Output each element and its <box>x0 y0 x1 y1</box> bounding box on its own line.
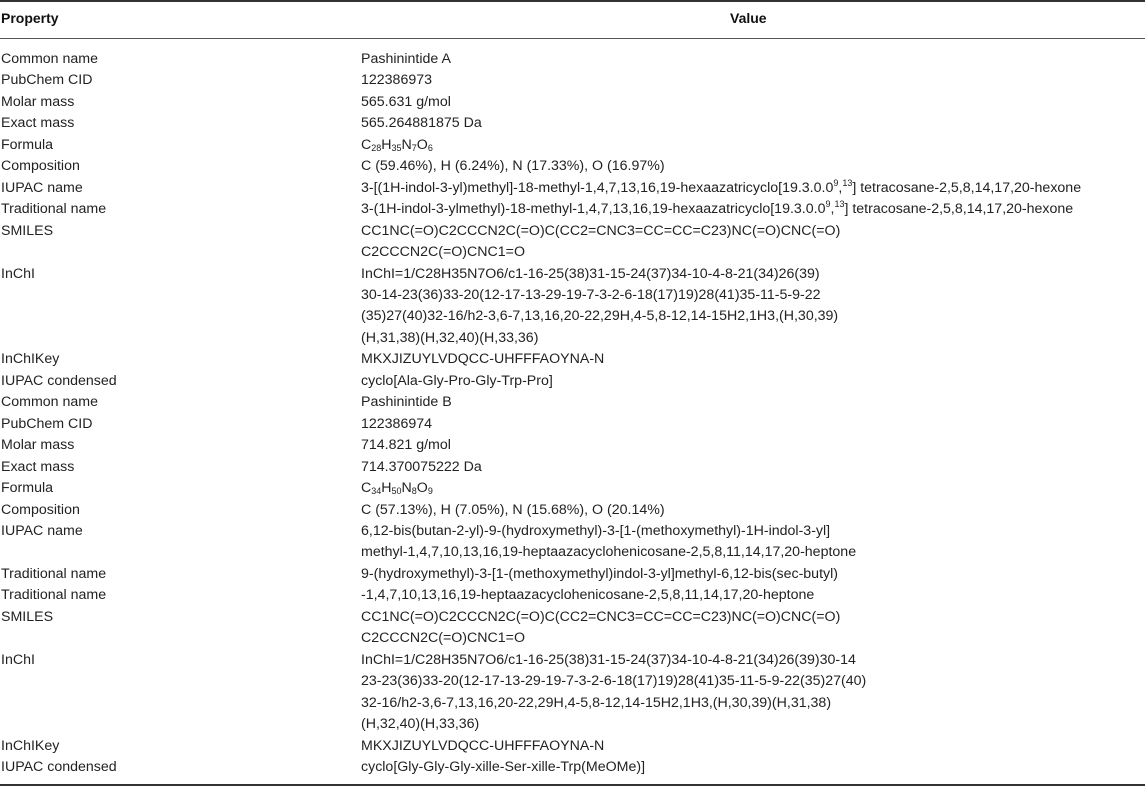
property-cell: Common name <box>1 51 98 67</box>
value-line <box>361 521 1145 542</box>
subscript-text: 9 <box>427 486 433 497</box>
value-text: (H,32,40)(H,33,36) <box>361 716 480 733</box>
value-line <box>361 650 1145 671</box>
table-row <box>0 49 1145 70</box>
value-text: -1,4,7,10,13,16,19-heptaazacyclohenicosane-2,5,8,11,14,17,20-heptone <box>361 587 815 604</box>
table-bottom-rule <box>0 784 1145 786</box>
table-row <box>0 414 1145 435</box>
value-text: 565.631 g/mol <box>361 93 451 110</box>
value-text: 565.264881875 Da <box>361 115 482 132</box>
superscript-text: 13 <box>842 177 853 188</box>
value-line <box>361 306 1145 327</box>
value-cell <box>361 500 1145 521</box>
value-cell <box>361 736 1145 757</box>
table-row <box>0 736 1145 757</box>
value-line <box>361 714 1145 735</box>
value-text: cyclo[Ala-Gly-Pro-Gly-Trp-Pro] <box>361 372 553 389</box>
table-row <box>0 585 1145 606</box>
subscript-text: 34 <box>371 486 382 497</box>
value-line <box>361 371 1145 392</box>
value-line <box>361 70 1145 91</box>
value-line <box>361 585 1145 606</box>
value-line <box>361 564 1145 585</box>
value-cell <box>361 264 1145 350</box>
value-line <box>361 178 1145 199</box>
property-cell: Composition <box>1 158 80 175</box>
subscript-text: 6 <box>427 142 433 153</box>
table-row <box>0 264 1145 350</box>
property-cell: Molar mass <box>1 93 75 110</box>
value-text: 6,12-bis(butan-2-yl)-9-(hydroxymethyl)-3-[1-(methoxymethyl)-1H-indol-3-yl] <box>361 522 831 539</box>
value-cell <box>361 392 1145 413</box>
value-text: C2CCCN2C(=O)CNC1=O <box>361 244 525 261</box>
table-row <box>0 521 1145 564</box>
value-line <box>361 435 1145 456</box>
value-line <box>361 221 1145 242</box>
value-line <box>361 478 1145 499</box>
value-text: C (59.46%), H (6.24%), N (17.33%), O (16.97%) <box>361 158 665 175</box>
value-text: C (57.13%), H (7.05%), N (15.68%), O (20.14%) <box>361 501 665 518</box>
table-row <box>0 564 1145 585</box>
value-text: Pashinintide B <box>361 394 452 411</box>
value-line <box>361 92 1145 113</box>
value-text: (35)27(40)32-16/h2-3,6-7,13,16,20-22,29H,4-5,8-12,14-15H2,1H3,(H,30,39) <box>361 308 839 325</box>
property-cell: IUPAC condensed <box>1 372 117 389</box>
table-row <box>0 135 1145 156</box>
value-text: Pashinintide A <box>361 51 451 67</box>
value-text: C <box>361 136 372 153</box>
value-cell <box>361 457 1145 478</box>
value-text: InChI=1/C28H35N7O6/c1-16-25(38)31-15-24(37)34-10-4-8-21(34)26(39)30-14 <box>361 651 856 668</box>
value-text: 32-16/h2-3,6-7,13,16,20-22,29H,4-5,8-12,14-15H2,1H3,(H,30,39)(H,31,38) <box>361 694 832 711</box>
value-line <box>361 607 1145 628</box>
subscript-text: 7 <box>411 142 417 153</box>
property-cell: SMILES <box>1 222 54 239</box>
value-line <box>361 414 1145 435</box>
property-cell: PubChem CID <box>1 72 93 89</box>
value-text: H <box>381 136 392 153</box>
property-cell: Traditional name <box>1 587 107 604</box>
superscript-text: 9 <box>825 199 831 210</box>
value-text: C <box>361 480 372 497</box>
value-cell <box>361 607 1145 650</box>
table-body <box>0 49 1145 778</box>
value-text: , <box>830 201 835 218</box>
value-text: ] tetracosane-2,5,8,14,17,20-hexone <box>844 201 1074 218</box>
table-top-rule <box>0 0 1145 2</box>
value-line <box>361 736 1145 757</box>
value-text: 3-[(1H-indol-3-yl)methyl]-18-methyl-1,4,7,13,16,19-hexaazatricyclo[19.3.0.0 <box>361 179 834 196</box>
value-line <box>361 392 1145 413</box>
value-line <box>361 542 1145 563</box>
header-rule <box>0 38 1145 39</box>
value-text: 23-23(36)33-20(12-17-13-29-19-7-3-2-6-18(17)19)28(41)35-11-5-9-22(35)27(40) <box>361 673 867 690</box>
value-cell <box>361 478 1145 499</box>
table-row <box>0 221 1145 264</box>
value-line <box>361 285 1145 306</box>
property-cell: Exact mass <box>1 458 75 475</box>
value-line <box>361 242 1145 263</box>
property-cell: IUPAC condensed <box>1 758 117 775</box>
value-line <box>361 457 1145 478</box>
value-text: O <box>416 136 428 153</box>
value-line <box>361 156 1145 177</box>
table-row <box>0 478 1145 499</box>
value-text: C2CCCN2C(=O)CNC1=O <box>361 630 525 647</box>
table-row <box>0 457 1145 478</box>
value-cell <box>361 221 1145 264</box>
value-cell <box>361 521 1145 564</box>
table-row <box>0 392 1145 413</box>
value-text: 714.370075222 Da <box>361 458 482 475</box>
value-text: InChI=1/C28H35N7O6/c1-16-25(38)31-15-24(37)34-10-4-8-21(34)26(39) <box>361 265 820 282</box>
property-cell: Exact mass <box>1 115 75 132</box>
value-text: 30-14-23(36)33-20(12-17-13-29-19-7-3-2-6-18(17)19)28(41)35-11-5-9-22 <box>361 286 821 303</box>
value-cell <box>361 156 1145 177</box>
property-cell: InChIKey <box>1 737 60 754</box>
value-text: N <box>401 480 412 497</box>
value-cell <box>361 92 1145 113</box>
table-row <box>0 757 1145 778</box>
value-text: 9-(hydroxymethyl)-3-[1-(methoxymethyl)indol-3-yl]methyl-6,12-bis(sec-butyl) <box>361 565 838 582</box>
table-row <box>0 199 1145 220</box>
value-line <box>361 113 1145 134</box>
superscript-text: 9 <box>833 177 839 188</box>
table-row <box>0 371 1145 392</box>
property-cell: Common name <box>1 394 98 411</box>
value-text: N <box>401 136 412 153</box>
column-header-property: Property <box>1 10 59 26</box>
value-cell <box>361 757 1145 778</box>
table-row <box>0 70 1145 91</box>
property-cell: IUPAC name <box>1 522 83 539</box>
property-cell: InChIKey <box>1 351 60 368</box>
value-line <box>361 328 1145 349</box>
property-cell: Formula <box>1 136 54 153</box>
value-line <box>361 199 1145 220</box>
value-line <box>361 349 1145 370</box>
value-cell <box>361 435 1145 456</box>
value-cell <box>361 585 1145 606</box>
table-row <box>0 435 1145 456</box>
property-cell: IUPAC name <box>1 179 83 196</box>
table-row <box>0 607 1145 650</box>
value-text: 3-(1H-indol-3-ylmethyl)-18-methyl-1,4,7,13,16,19-hexaazatricyclo[19.3.0.0 <box>361 201 826 218</box>
table-row <box>0 650 1145 736</box>
value-line <box>361 628 1145 649</box>
table-row <box>0 500 1145 521</box>
table-row <box>0 156 1145 177</box>
value-cell <box>361 414 1145 435</box>
value-cell <box>361 650 1145 736</box>
value-line <box>361 693 1145 714</box>
property-cell: Molar mass <box>1 437 75 454</box>
value-line <box>361 757 1145 778</box>
subscript-text: 35 <box>391 142 402 153</box>
value-cell <box>361 178 1145 199</box>
value-cell <box>361 135 1145 156</box>
property-cell: Traditional name <box>1 565 107 582</box>
value-text: 122386973 <box>361 72 433 89</box>
value-text: 122386974 <box>361 415 433 432</box>
value-cell <box>361 49 1145 70</box>
property-cell: SMILES <box>1 608 54 625</box>
value-text: MKXJIZUYLVDQCC-UHFFFAOYNA-N <box>361 351 605 368</box>
table-row <box>0 349 1145 370</box>
property-cell: Formula <box>1 480 54 497</box>
value-text: MKXJIZUYLVDQCC-UHFFFAOYNA-N <box>361 737 605 754</box>
value-line <box>361 264 1145 285</box>
value-cell <box>361 371 1145 392</box>
value-text: ] tetracosane-2,5,8,14,17,20-hexone <box>852 179 1082 196</box>
value-line <box>361 671 1145 692</box>
value-text: 714.821 g/mol <box>361 437 451 454</box>
value-cell <box>361 349 1145 370</box>
value-line <box>361 135 1145 156</box>
table-row <box>0 113 1145 134</box>
subscript-text: 8 <box>411 486 417 497</box>
property-cell: PubChem CID <box>1 415 93 432</box>
property-cell: Composition <box>1 501 80 518</box>
value-text: H <box>381 480 392 497</box>
table-row <box>0 178 1145 199</box>
column-header-value: Value <box>730 10 767 26</box>
table-row <box>0 92 1145 113</box>
value-text: , <box>838 179 843 196</box>
value-text: CC1NC(=O)C2CCCN2C(=O)C(CC2=CNC3=CC=CC=C23)NC(=O)CNC(=O) <box>361 222 841 239</box>
property-cell: InChI <box>1 651 35 668</box>
value-text: methyl-1,4,7,10,13,16,19-heptaazacyclohenicosane-2,5,8,11,14,17,20-heptone <box>361 544 857 561</box>
value-cell <box>361 113 1145 134</box>
subscript-text: 28 <box>371 142 382 153</box>
property-cell: Traditional name <box>1 201 107 218</box>
value-text: cyclo[Gly-Gly-Gly-xille-Ser-xille-Trp(MeOMe)] <box>361 758 646 775</box>
value-cell <box>361 564 1145 585</box>
value-cell <box>361 70 1145 91</box>
value-text: CC1NC(=O)C2CCCN2C(=O)C(CC2=CNC3=CC=CC=C23)NC(=O)CNC(=O) <box>361 608 841 625</box>
value-cell <box>361 199 1145 220</box>
value-line <box>361 500 1145 521</box>
value-line <box>361 49 1145 70</box>
value-text: O <box>416 480 428 497</box>
subscript-text: 50 <box>391 486 402 497</box>
superscript-text: 13 <box>834 199 845 210</box>
property-cell: InChI <box>1 265 35 282</box>
value-text: (H,31,38)(H,32,40)(H,33,36) <box>361 329 539 346</box>
